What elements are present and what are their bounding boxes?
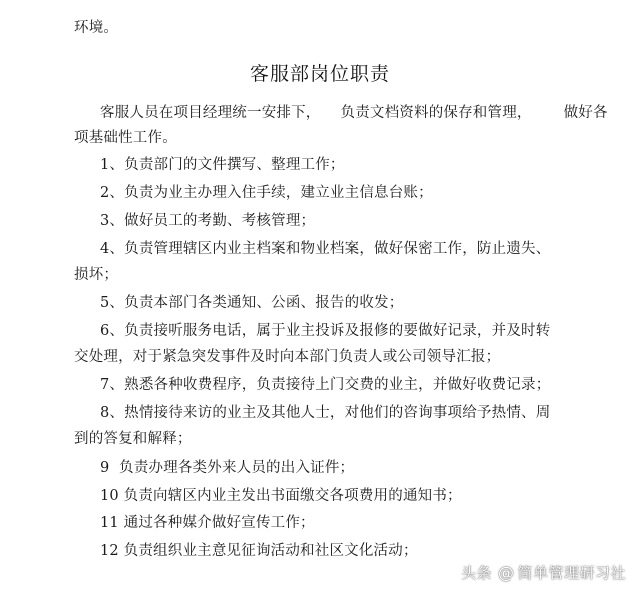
duty-item-3: 3、做好员工的考勤、考核管理； [100, 213, 316, 229]
duty-item-10: 10 负责向辖区内业主发出书面缴交各项费用的通知书； [100, 488, 462, 504]
duty-item-5: 5、负责本部门各类通知、公函、报告的收发； [100, 295, 404, 311]
intro-part-2: 负责文档资料的保存和管理， [340, 105, 532, 121]
intro-line-1 [100, 103, 608, 123]
watermark-account: 简单管理研习社 [517, 564, 626, 582]
watermark-source: 头条 [460, 564, 492, 582]
page-title: 客服部岗位职责 [249, 63, 390, 85]
duty-item-4-cont: 损坏； [74, 267, 119, 283]
duty-item-1: 1、负责部门的文件撰写、整理工作； [100, 157, 345, 173]
duty-item-12: 12 负责组织业主意见征询活动和社区文化活动； [100, 543, 418, 559]
intro-part-3: 做好各 [563, 105, 608, 121]
duty-item-6: 6、负责接听服务电话，属于业主投诉及报修的要做好记录，并及时转 [100, 323, 551, 339]
duty-item-4: 4、负责管理辖区内业主档案和物业档案，做好保密工作，防止遗失、 [100, 241, 551, 257]
duty-item-2: 2、负责为业主办理入住手续，建立业主信息台账； [100, 185, 433, 201]
duty-item-11: 11 通过各种媒介做好宣传工作； [100, 515, 315, 531]
duty-item-8-cont: 到的答复和解释； [74, 431, 192, 447]
duty-item-7: 7、熟悉各种收费程序，负责接待上门交费的业主，并做好收费记录； [100, 377, 551, 393]
intro-line-2: 项基础性工作。 [74, 130, 177, 146]
at-icon: @ [497, 563, 515, 582]
duty-item-6-cont: 交处理，对于紧急突发事件及时向本部门负责人或公司领导汇报； [74, 349, 501, 365]
watermark [461, 562, 626, 584]
duty-item-9: 9 负责办理各类外来人员的出入证件； [100, 460, 355, 476]
intro-part-1: 客服人员在项目经理统一安排下， [100, 105, 321, 121]
carryover-text: 环境。 [74, 20, 119, 36]
duty-item-8: 8、热情接待来访的业主及其他人士，对他们的咨询事项给予热情、周 [100, 405, 551, 421]
